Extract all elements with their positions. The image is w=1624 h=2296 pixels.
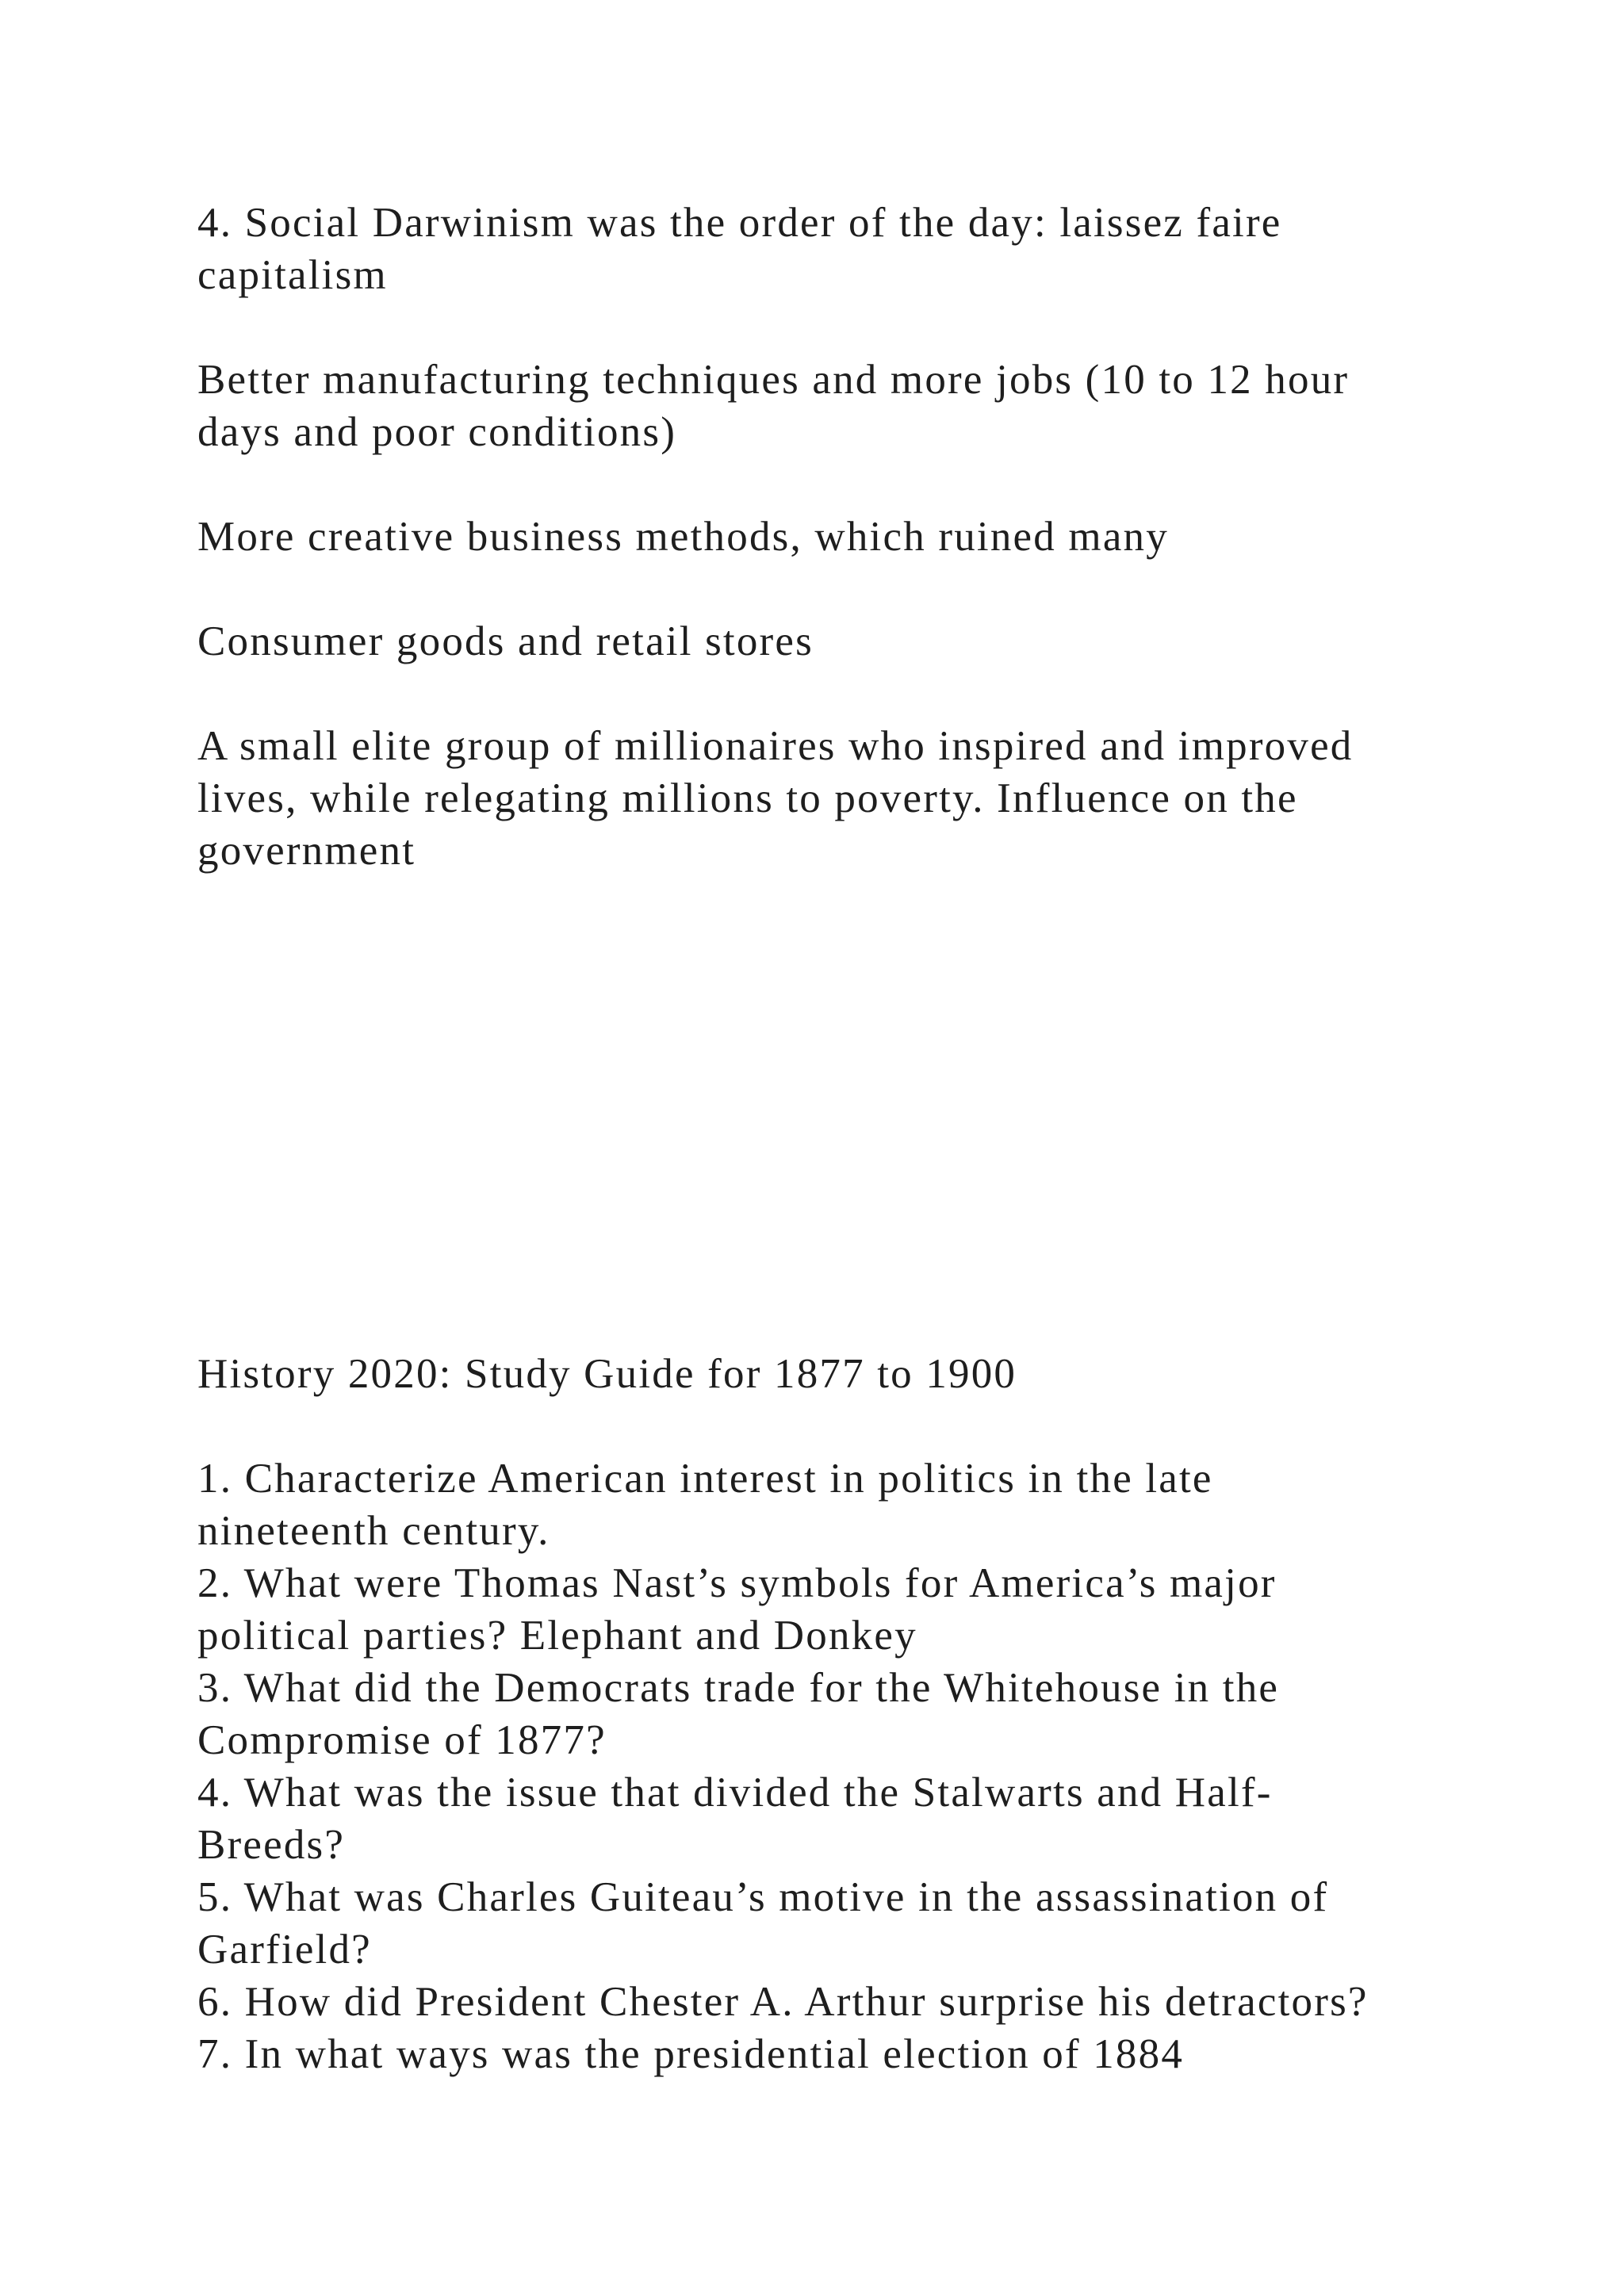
- question-3-line1: 3. What did the Democrats trade for the Whitehouse in the: [197, 1665, 1280, 1711]
- paragraph-millionaires-line1: A small elite group of millionaires who inspired and improved: [197, 723, 1354, 769]
- paragraph-manufacturing-line1: Better manufacturing techniques and more jobs (10 to 12 hour: [197, 357, 1350, 403]
- question-4-line2: Breeds?: [197, 1822, 346, 1868]
- question-1-line1: 1. Characterize American interest in politics in the late: [197, 1456, 1213, 1502]
- question-5-line2: Garfield?: [197, 1927, 372, 1973]
- paragraph-millionaires-line2: lives, while relegating millions to poverty. Influence on the: [197, 775, 1298, 821]
- paragraph-manufacturing-line2: days and poor conditions): [197, 409, 677, 455]
- question-2-line2: political parties? Elephant and Donkey: [197, 1613, 917, 1659]
- question-4-line1: 4. What was the issue that divided the Stalwarts and Half-: [197, 1770, 1273, 1816]
- question-5-line1: 5. What was Charles Guiteau’s motive in the assassination of: [197, 1874, 1329, 1920]
- item4-text-line1: 4. Social Darwinism was the order of the day: laissez faire: [197, 200, 1282, 246]
- question-7-line1: 7. In what ways was the presidential election of 1884: [197, 2031, 1185, 2077]
- question-2-line1: 2. What were Thomas Nast’s symbols for America’s major: [197, 1560, 1277, 1606]
- study-guide-title: History 2020: Study Guide for 1877 to 1900: [197, 1351, 1017, 1397]
- paragraph-millionaires-line3: government: [197, 828, 416, 874]
- item4-text-line2: capitalism: [197, 252, 388, 298]
- question-6-line1: 6. How did President Chester A. Arthur surprise his detractors?: [197, 1979, 1369, 2025]
- paragraph-consumer-goods: Consumer goods and retail stores: [197, 618, 814, 664]
- question-1-line2: nineteenth century.: [197, 1508, 550, 1554]
- question-3-line2: Compromise of 1877?: [197, 1717, 607, 1763]
- paragraph-business-methods: More creative business methods, which ruined many: [197, 514, 1169, 560]
